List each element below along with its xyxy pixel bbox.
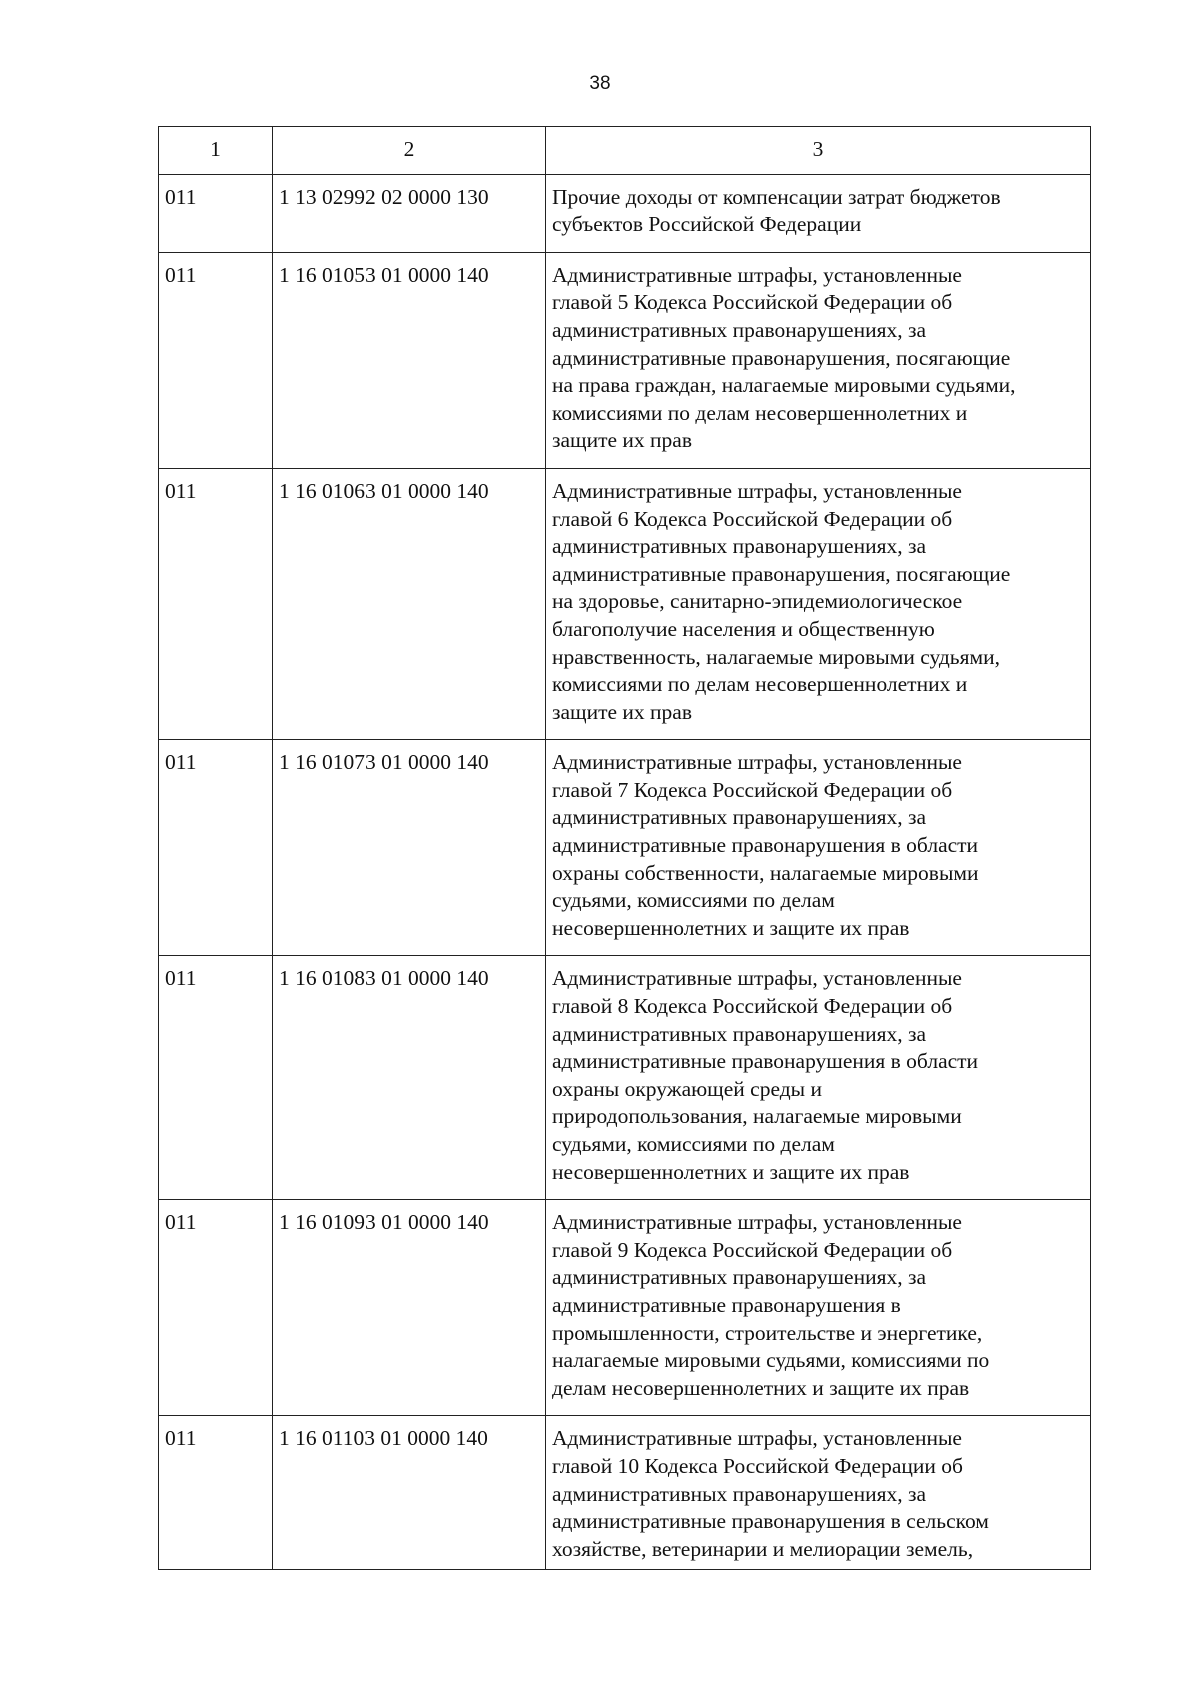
revenue-code-cell: 1 16 01073 01 0000 140 [273, 740, 546, 956]
description-cell: Административные штрафы, установленные главой 10 Кодекса Российской Федерации об административных правонарушениях, за административные правонарушения в сельском хозяйстве, ветеринарии и мелиорации земель, [546, 1416, 1091, 1570]
description-cell: Административные штрафы, установленные главой 6 Кодекса Российской Федерации об административных правонарушениях, за административные правонарушения, посягающие на здоровье, санитарно-эпидемиологическое благополучие населения и общественную нравственность, налагаемые мировыми судьями, комиссиями по делам несовершеннолетних и защите их прав [546, 468, 1091, 739]
revenue-code-cell: 1 13 02992 02 0000 130 [273, 174, 546, 252]
description-cell: Прочие доходы от компенсации затрат бюджетов субъектов Российской Федерации [546, 174, 1091, 252]
revenue-code-cell: 1 16 01083 01 0000 140 [273, 956, 546, 1200]
table-row [159, 468, 1091, 739]
admin-code-cell: 011 [159, 468, 273, 739]
admin-code-cell: 011 [159, 740, 273, 956]
revenue-code-cell: 1 16 01103 01 0000 140 [273, 1416, 546, 1570]
description-cell: Административные штрафы, установленные главой 7 Кодекса Российской Федерации об административных правонарушениях, за административные правонарушения в области охраны собственности, налагаемые мировыми судьями, комиссиями по делам несовершеннолетних и защите их прав [546, 740, 1091, 956]
revenue-codes-table [158, 126, 1091, 1570]
description-cell: Административные штрафы, установленные главой 5 Кодекса Российской Федерации об административных правонарушениях, за административные правонарушения, посягающие на права граждан, налагаемые мировыми судьями, комиссиями по делам несовершеннолетних и защите их прав [546, 252, 1091, 468]
admin-code-cell: 011 [159, 1200, 273, 1416]
description-cell: Административные штрафы, установленные главой 8 Кодекса Российской Федерации об административных правонарушениях, за административные правонарушения в области охраны окружающей среды и природопользования, налагаемые мировыми судьями, комиссиями по делам несовершеннолетних и защите их прав [546, 956, 1091, 1200]
column-header-code: 2 [273, 127, 546, 175]
description-cell: Административные штрафы, установленные главой 9 Кодекса Российской Федерации об административных правонарушениях, за административные правонарушения в промышленности, строительстве и энергетике, налагаемые мировыми судьями, комиссиями по делам несовершеннолетних и защите их прав [546, 1200, 1091, 1416]
column-header-admin: 1 [159, 127, 273, 175]
table-row [159, 174, 1091, 252]
table-row [159, 956, 1091, 1200]
revenue-code-cell: 1 16 01053 01 0000 140 [273, 252, 546, 468]
admin-code-cell: 011 [159, 174, 273, 252]
revenue-code-cell: 1 16 01063 01 0000 140 [273, 468, 546, 739]
admin-code-cell: 011 [159, 1416, 273, 1570]
table-header-row [159, 127, 1091, 175]
table-row [159, 1200, 1091, 1416]
admin-code-cell: 011 [159, 252, 273, 468]
admin-code-cell: 011 [159, 956, 273, 1200]
table-row [159, 740, 1091, 956]
table-row [159, 252, 1091, 468]
page-number: 38 [589, 73, 611, 94]
revenue-code-cell: 1 16 01093 01 0000 140 [273, 1200, 546, 1416]
column-header-description: 3 [546, 127, 1091, 175]
table-row [159, 1416, 1091, 1570]
